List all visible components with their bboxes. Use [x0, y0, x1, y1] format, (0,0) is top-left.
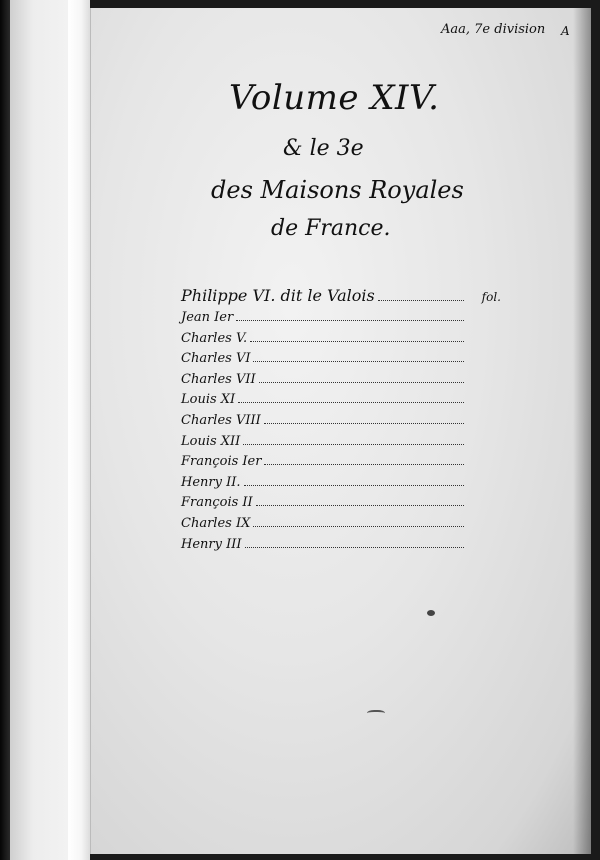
collection-title: des Maisons Royales	[211, 176, 464, 204]
toc-entry	[181, 516, 501, 537]
toc-entry-name: Jean Ier	[181, 310, 234, 325]
toc-entry-name: Charles VI	[181, 351, 251, 367]
toc-entry	[181, 351, 501, 372]
toc-entry	[181, 286, 501, 310]
leader-dots	[378, 299, 464, 301]
manuscript-page	[90, 8, 591, 854]
leader-dots	[259, 381, 464, 383]
toc-entry	[181, 495, 501, 516]
toc-entry-name: Charles V.	[181, 330, 248, 346]
collection-subtitle: de France.	[271, 216, 391, 241]
toc-entry	[181, 413, 501, 434]
folio-label: fol.	[481, 290, 501, 304]
toc-entry	[181, 434, 501, 455]
leader-dots	[244, 484, 465, 486]
leader-dots	[256, 504, 464, 506]
ink-smudge	[427, 610, 435, 616]
ink-scribble	[367, 710, 385, 718]
toc-entry	[181, 454, 501, 475]
toc-entry	[181, 331, 501, 352]
toc-entry-name: François Ier	[181, 454, 262, 470]
toc-entry-name: Louis XII	[181, 433, 241, 449]
volume-subtitle: & le 3e	[283, 136, 364, 161]
toc-entry-name: François II	[181, 495, 253, 511]
volume-title: Volume XIV.	[229, 78, 440, 118]
table-of-contents	[181, 286, 501, 557]
leader-dots	[253, 525, 464, 527]
leader-dots	[250, 340, 464, 342]
leader-dots	[264, 463, 464, 465]
leader-dots	[253, 360, 464, 362]
toc-entry	[181, 310, 501, 331]
toc-entry-name: Charles VII	[181, 371, 256, 387]
toc-entry	[181, 392, 501, 413]
corner-note: Aaa, 7e division	[441, 22, 546, 37]
leader-dots	[264, 422, 464, 424]
book-binding	[0, 0, 10, 860]
page-edge	[68, 0, 90, 860]
corner-mark: A	[561, 24, 570, 38]
toc-entry-name: Henry III	[181, 536, 242, 552]
toc-entry-name: Charles VIII	[181, 412, 261, 428]
blank-leaf	[10, 0, 69, 860]
leader-dots	[245, 546, 465, 548]
leader-dots	[236, 319, 464, 321]
toc-entry-name: Philippe VI. dit le Valois	[181, 286, 375, 305]
leader-dots	[238, 401, 464, 403]
toc-entry-name: Henry II.	[181, 474, 241, 490]
toc-entry-name: Louis XI	[181, 392, 236, 408]
toc-entry	[181, 475, 501, 496]
toc-entry	[181, 537, 501, 558]
toc-entry	[181, 372, 501, 393]
toc-entry-name: Charles IX	[181, 515, 251, 531]
leader-dots	[243, 443, 464, 445]
